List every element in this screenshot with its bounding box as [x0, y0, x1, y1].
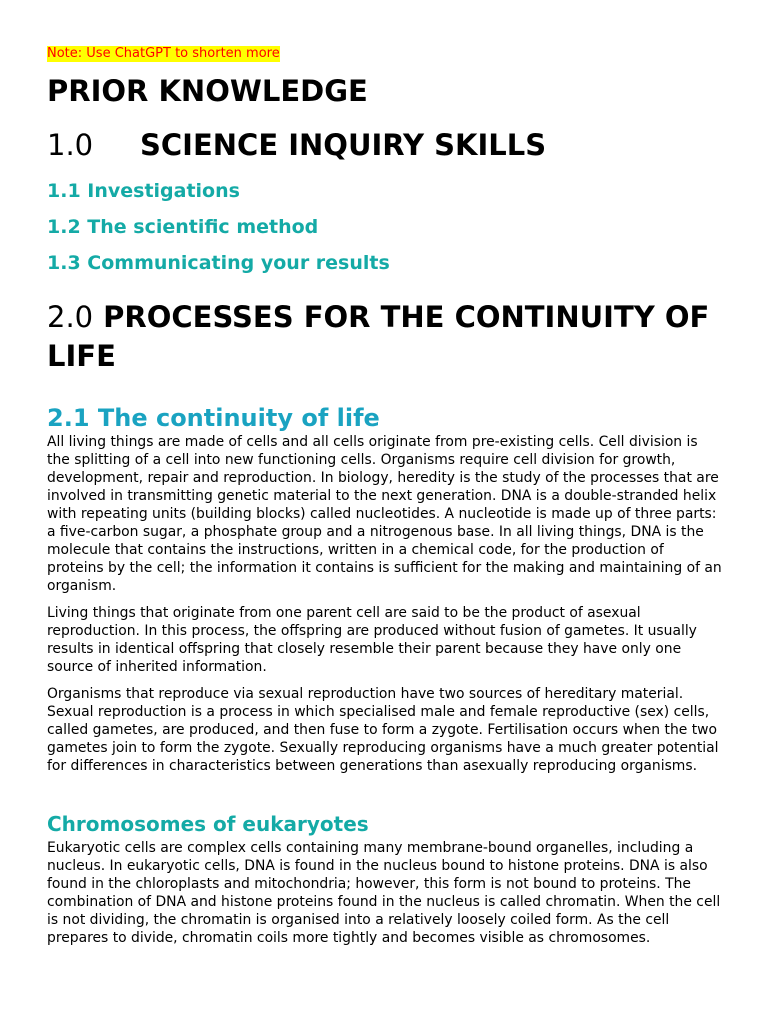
- section-1-number: 1.0: [47, 128, 94, 162]
- subsection-1-1: 1.1 Investigations: [47, 180, 240, 202]
- paragraph-sexual: Organisms that reproduce via sexual reproduction have two sources of hereditary material. Sexual reproduction is a process in which specialised male and female reproductive (sex) cells, called gametes, are produced, and then fuse to form a zygote. Fertilisation occurs when the two gametes join to form the zygote. Sexually reproducing organisms have a much greater potential for differences in characteristics between generations than asexually reproducing organisms.: [47, 686, 719, 774]
- prior-knowledge-heading: PRIOR KNOWLEDGE: [47, 74, 368, 108]
- section-1-heading: [47, 126, 722, 165]
- paragraph-chromosomes: Eukaryotic cells are complex cells containing many membrane-bound organelles, including a nucleus. In eukaryotic cells, DNA is found in the nucleus bound to histone proteins. DNA is also found in the chloroplasts and mitochondria; however, this form is not bound to proteins. The combination of DNA and histone proteins found in the nucleus is called chromatin. When the cell is not dividing, the chromatin is organised into a relatively loosely coiled form. As the cell prepares to divide, chromatin coils more tightly and becomes visible as chromosomes.: [47, 840, 721, 946]
- chromosomes-heading: Chromosomes of eukaryotes: [47, 812, 369, 836]
- section-2-number: 2.0: [47, 300, 94, 334]
- highlighted-note: Note: Use ChatGPT to shorten more: [47, 46, 280, 61]
- paragraph-continuity: All living things are made of cells and all cells originate from pre-existing cells. Cell division is the splitting of a cell into new functioning cells. Organisms require cell division for growth, development, repair and reproduction. In biology, heredity is the study of the processes that are involved in transmitting genetic material to the next generation. DNA is a double-stranded helix with repeating units (building blocks) called nucleotides. A nucleotide is made up of three parts: a five-carbon sugar, a phosphate group and a nitrogenous base. In all living things, DNA is the molecule that contains the instructions, written in a chemical code, for the production of proteins by the cell; the information it contains is sufficient for the making and maintaining of an organism.: [47, 434, 722, 594]
- section-2-title: PROCESSES FOR THE CONTINUITY OF LIFE: [47, 300, 710, 373]
- subsection-1-3: 1.3 Communicating your results: [47, 252, 390, 274]
- paragraph-asexual: Living things that originate from one parent cell are said to be the product of asexual reproduction. In this process, the offspring are produced without fusion of gametes. It usually results in identical offspring that closely resemble their parent because they have only one source of inherited information.: [47, 605, 697, 675]
- subsection-2-1-heading: 2.1 The continuity of life: [47, 404, 380, 432]
- section-1-title: SCIENCE INQUIRY SKILLS: [140, 128, 547, 162]
- section-2-heading: [47, 298, 722, 376]
- subsection-1-2: 1.2 The scientific method: [47, 216, 319, 238]
